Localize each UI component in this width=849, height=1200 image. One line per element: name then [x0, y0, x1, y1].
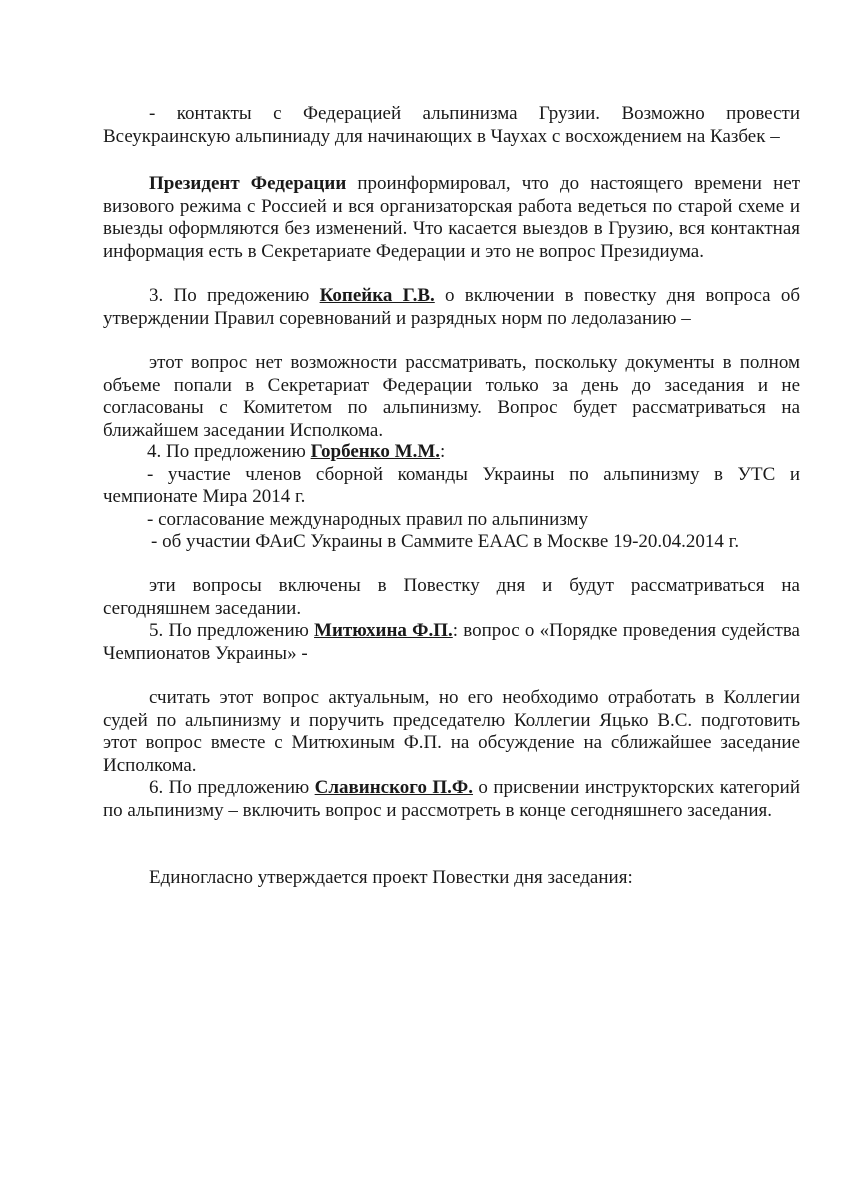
list-item: - согласование международных правил по альпинизму	[147, 508, 589, 530]
agenda-approval-paragraph: Единогласно утверждается проект Повестки дня заседания:	[149, 867, 633, 888]
president-info-paragraph: Президент Федерации проинформировал, что до настоящего времени нет визового режима с Россией и вся организаторская работа ведеться по старой схеме и выезды оформляются без изменений. Что касается выездов в Грузию, вся контактная информация есть в Секретариате Федерации и это не вопрос Президиума.	[103, 173, 800, 262]
item-3-paragraph: 3. По предожению Копейка Г.В. о включении в повестку дня вопроса об утверждении Правил соревнований и разрядных норм по ледолазанию –	[103, 285, 801, 329]
item-5-paragraph: 5. По предложению Митюхина Ф.П.: вопрос о «Порядке проведения судейства Чемпионатов Украины» -	[103, 620, 800, 664]
list-item: - участие членов сборной команды Украины по альпинизму в УТС и чемпионате Мира 2014 г.	[103, 463, 800, 507]
item-4-decision-paragraph: эти вопросы включены в Повестку дня и будут рассматриваться на сегодняшнем заседании.	[103, 575, 800, 619]
president-label: Президент Федерации	[149, 173, 347, 194]
item-4-heading: 4. По предложению Горбенко М.М.:	[147, 441, 446, 462]
person-name: Горбенко М.М.	[310, 441, 441, 462]
item-6-paragraph: 6. По предложению Славинского П.Ф. о присвении инструкторских категорий по альпинизму – включить вопрос и рассмотреть в конце сегодняшнего заседания.	[103, 777, 800, 821]
person-name: Копейка Г.В.	[319, 285, 435, 306]
person-name: Славинского П.Ф.	[314, 777, 473, 798]
item-5-decision-paragraph: считать этот вопрос актуальным, но его необходимо отработать в Коллегии судей по альпинизму и поручить председателю Коллегии Яцько В.С. подготовить этот вопрос вместе с Митюхиным Ф.П. на обсуждение на сближайшее заседание Исполкома.	[103, 687, 800, 776]
item-3-decision-paragraph: этот вопрос нет возможности рассматривать, поскольку документы в полном объеме попали в Секретариат Федерации только за день до заседания и не согласованы с Комитетом по альпинизму. Вопрос будет рассматриваться на ближайшем заседании Исполкома.	[103, 352, 800, 441]
item-4-block	[103, 441, 800, 554]
list-item: - об участии ФАиС Украины в Саммите ЕААС в Москве 19-20.04.2014 г.	[151, 531, 740, 552]
person-name: Митюхина Ф.П.	[314, 620, 453, 641]
georgia-contacts-paragraph: - контакты с Федерацией альпинизма Грузии. Возможно провести Всеукраинскую альпиниаду для начинающих в Чаухах с восхождением на Казбек –	[103, 103, 800, 147]
